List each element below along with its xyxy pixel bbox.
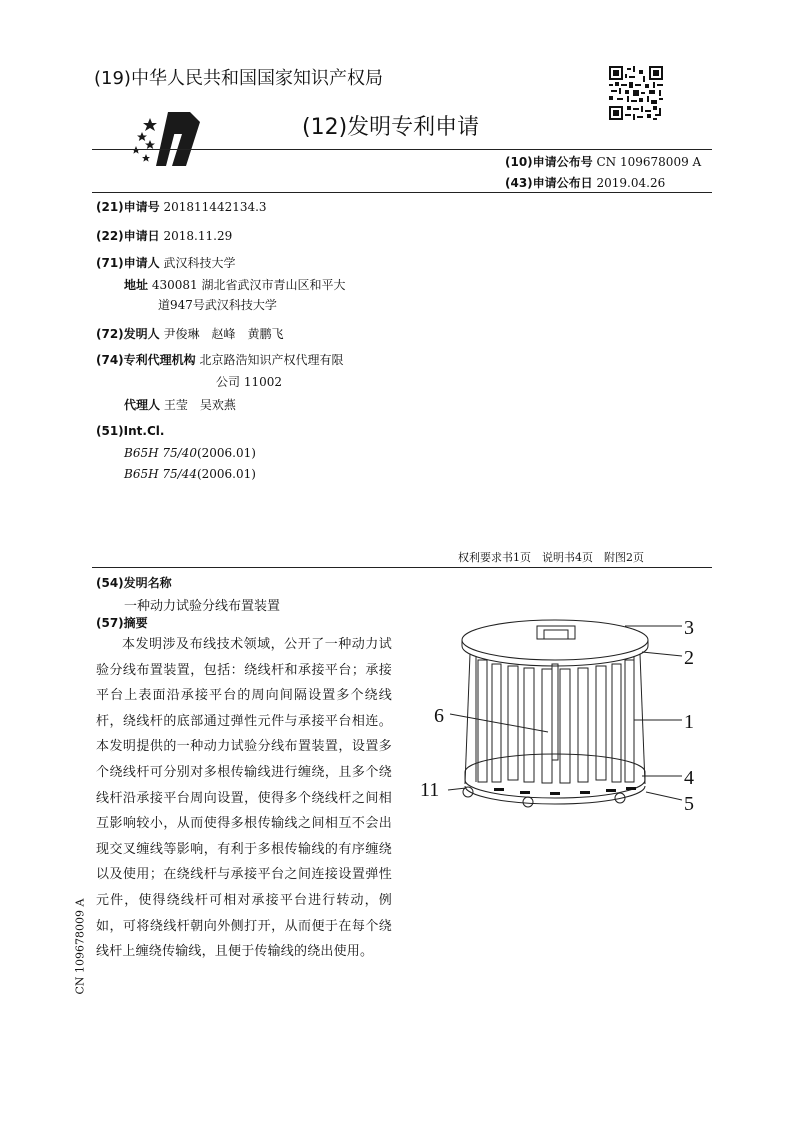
figure-label-4: 4	[684, 767, 694, 789]
title-label: (54)发明名称	[96, 576, 172, 590]
office-name: (19)中华人民共和国国家知识产权局	[94, 68, 383, 89]
agency-line-2: 公司 11002	[216, 375, 282, 389]
application-number: 201811442134.3	[163, 200, 267, 214]
publication-number: CN 109678009 A	[596, 155, 702, 169]
applicant-label: (71)申请人	[96, 256, 160, 270]
applicant-row	[96, 254, 236, 271]
applicant: 武汉科技大学	[163, 256, 236, 270]
figure-label-6: 6	[434, 705, 444, 727]
invention-title: 一种动力试验分线布置装置	[124, 599, 281, 614]
publication-number-label: (10)申请公布号	[505, 155, 593, 169]
address-row	[124, 276, 345, 293]
publication-date: 2019.04.26	[596, 176, 666, 190]
intcl-version-2: (2006.01)	[196, 467, 256, 481]
intcl-row-2	[124, 467, 256, 481]
side-publication-number: CN 109678009 A	[73, 898, 87, 995]
application-number-label: (21)申请号	[96, 200, 160, 214]
publication-number-row	[505, 153, 701, 170]
address-label: 地址	[124, 278, 149, 292]
abstract-text	[96, 632, 392, 965]
agent-label: 代理人	[124, 398, 161, 412]
application-date-label: (22)申请日	[96, 229, 160, 243]
publication-date-row	[505, 174, 665, 191]
address-line-2: 道947号武汉科技大学	[158, 298, 277, 312]
cnipa-logo-icon	[128, 106, 208, 172]
pages-note: 权利要求书1页 说明书4页 附图2页	[458, 551, 644, 564]
intcl-code-1: B65H 75/40	[124, 446, 197, 460]
abstract-label: (57)摘要	[96, 616, 148, 630]
application-number-row	[96, 198, 267, 215]
device-figure	[420, 612, 720, 820]
agent-row	[124, 396, 236, 413]
biblio-rule	[92, 192, 712, 193]
intcl-label: (51)Int.Cl.	[96, 424, 165, 438]
agency-line-1: 北京路浩知识产权代理有限	[199, 353, 344, 367]
publication-date-label: (43)申请公布日	[505, 176, 593, 190]
figure-label-1: 1	[684, 711, 694, 733]
inventors: 尹俊琳 赵峰 黄鹏飞	[163, 327, 284, 341]
address-line-1: 430081 湖北省武汉市青山区和平大	[151, 278, 346, 292]
figure-label-3: 3	[684, 617, 694, 639]
agency-label: (74)专利代理机构	[96, 353, 196, 367]
intcl-row-1	[124, 446, 256, 460]
header-rule	[92, 149, 712, 150]
intcl-version-1: (2006.01)	[196, 446, 256, 460]
intcl-code-2: B65H 75/44	[124, 467, 197, 481]
figure-label-11: 11	[420, 779, 440, 801]
application-date: 2018.11.29	[163, 229, 233, 243]
figure-label-2: 2	[684, 647, 694, 669]
qr-code-icon	[609, 66, 663, 120]
application-date-row	[96, 227, 232, 244]
document-type: (12)发明专利申请	[302, 115, 480, 140]
inventors-row	[96, 325, 284, 342]
inventors-label: (72)发明人	[96, 327, 160, 341]
agency-row	[96, 351, 344, 368]
agents: 王莹 吴欢燕	[163, 398, 236, 412]
abstract-paragraph: 本发明涉及布线技术领域，公开了一种动力试验分线布置装置，包括：绕线杆和承接平台；承接平台上表面沿承接平台的周向间隔设置多个绕线杆，绕线杆的底部通过弹性元件与承接平台相连。本发明提供的一种动力试验分线布置装置，设置多个绕线杆可分别对多根传输线进行缠绕，且多个绕线杆沿承接平台周向设置，使得多个绕线杆之间相互影响较小，从而使得多根传输线之间相互不会出现交叉缠线等影响，有利于多根传输线的有序缠绕以及使用；在绕线杆与承接平台之间连接设置弹性元件，使得绕线杆可相对承接平台进行转动，例如，可将绕线杆朝向外侧打开，从而便于在每个绕线杆上缠绕传输线，且便于传输线的绕出使用。	[96, 637, 392, 960]
abstract-rule	[92, 567, 712, 568]
figure-label-5: 5	[684, 793, 694, 815]
